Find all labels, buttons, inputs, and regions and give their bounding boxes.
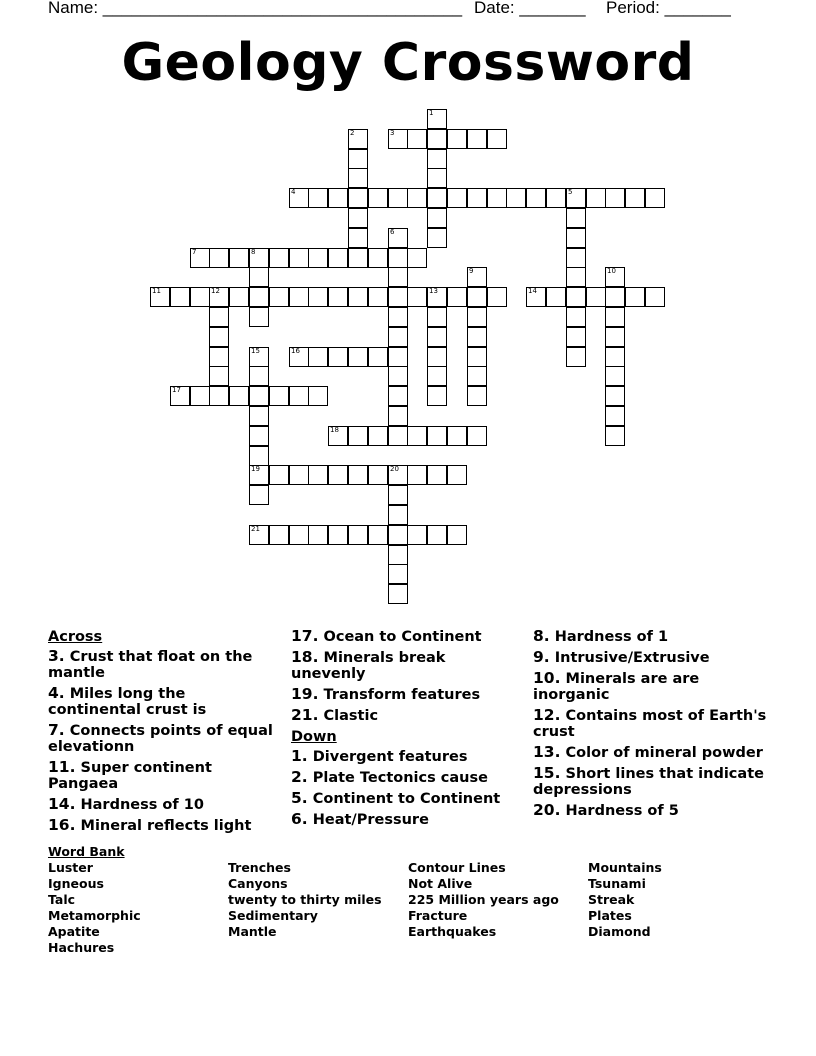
grid-cell[interactable] [388,386,408,406]
grid-cell[interactable] [170,287,190,307]
grid-cell[interactable] [645,287,665,307]
clue-text: Miles long the continental crust is [48,686,207,718]
grid-cell[interactable] [427,228,447,248]
down-clue-list [291,748,523,828]
grid-cell[interactable] [289,287,309,307]
clue-item [533,649,773,666]
word-bank-item: Earthquakes [408,924,497,939]
grid-cell[interactable] [467,307,487,327]
grid-cell[interactable] [328,525,348,545]
date-field-label[interactable]: Date: _______ [474,0,586,17]
word-bank-item: Canyons [228,876,288,891]
across-heading: Across [48,629,103,645]
word-bank-item: 225 Million years ago [408,892,559,907]
grid-cell[interactable] [209,386,229,406]
grid-cell[interactable] [308,248,328,268]
grid-cell[interactable] [427,347,447,367]
grid-cell[interactable] [407,426,427,446]
grid-cell[interactable] [427,287,447,307]
clue-text: Continent to Continent [307,791,501,807]
clue-number-label: 5. [291,789,308,807]
grid-cell[interactable] [249,248,269,268]
clues-column-3 [533,628,773,823]
clue-text: Minerals are are inorganic [533,671,700,703]
grid-cell[interactable] [308,347,328,367]
word-bank-item: Tsunami [588,876,646,891]
word-bank-item: Luster [48,860,93,875]
grid-cell[interactable] [467,188,487,208]
grid-cell[interactable] [388,188,408,208]
grid-cell[interactable] [368,465,388,485]
grid-cell[interactable] [249,287,269,307]
word-bank-item: Trenches [228,860,291,875]
clue-item [533,744,773,761]
grid-cell[interactable] [249,307,269,327]
clue-item [533,707,773,740]
clue-number: 15 [251,347,260,355]
grid-cell[interactable] [447,426,467,446]
grid-cell[interactable] [328,426,348,446]
grid-cell[interactable] [388,248,408,268]
clue-number-label: 13. [533,743,561,761]
grid-cell[interactable] [368,188,388,208]
grid-cell[interactable] [447,129,467,149]
grid-cell[interactable] [388,327,408,347]
clue-number-label: 6. [291,810,308,828]
clue-item [48,722,280,755]
grid-cell[interactable] [249,406,269,426]
grid-cell[interactable] [427,465,447,485]
word-bank-item: Mountains [588,860,662,875]
grid-cell[interactable] [447,188,467,208]
grid-cell[interactable] [586,287,606,307]
clue-item [48,685,280,718]
down-heading: Down [291,729,337,745]
grid-cell[interactable] [566,208,586,228]
word-bank-item: Not Alive [408,876,473,891]
word-bank-title: Word Bank [48,844,125,859]
grid-cell[interactable] [249,386,269,406]
grid-cell[interactable] [249,347,269,367]
grid-cell[interactable] [289,248,309,268]
page-title: Geology Crossword [121,33,695,93]
grid-cell[interactable] [249,446,269,466]
grid-cell[interactable] [190,248,210,268]
grid-cell[interactable] [368,287,388,307]
grid-cell[interactable] [605,406,625,426]
grid-cell[interactable] [209,347,229,367]
grid-cell[interactable] [566,307,586,327]
clue-item [291,707,523,724]
word-bank-item: Sedimentary [228,908,318,923]
grid-cell[interactable] [605,267,625,287]
grid-cell[interactable] [605,188,625,208]
clue-number: 8 [251,248,256,256]
clue-item [291,686,523,703]
clue-item [291,811,523,828]
clue-item [533,628,773,645]
grid-cell[interactable] [348,168,368,188]
clue-number-label: 14. [48,795,76,813]
grid-cell[interactable] [388,287,408,307]
clue-number-label: 10. [533,669,561,687]
clue-text: Minerals break unevenly [291,650,446,682]
word-bank-item: Apatite [48,924,100,939]
grid-cell[interactable] [289,188,309,208]
clue-text: Clastic [318,708,379,724]
grid-cell[interactable] [209,248,229,268]
grid-cell[interactable] [348,129,368,149]
grid-cell[interactable] [625,188,645,208]
grid-cell[interactable] [586,188,606,208]
grid-cell[interactable] [348,149,368,169]
grid-cell[interactable] [348,525,368,545]
clue-number-label: 21. [291,706,319,724]
grid-cell[interactable] [388,426,408,446]
word-bank-item: Hachures [48,940,115,955]
word-bank-column-4 [588,860,662,940]
grid-cell[interactable] [209,307,229,327]
name-field-label[interactable]: Name: ______________________________________ [48,0,463,17]
word-bank-item: twenty to thirty miles [228,892,382,907]
word-bank-item: Plates [588,908,632,923]
grid-cell[interactable] [388,267,408,287]
clue-text: Hardness of 5 [560,803,679,819]
clue-number-label: 16. [48,816,76,834]
grid-cell[interactable] [566,287,586,307]
clue-text: Hardness of 1 [549,629,669,645]
grid-cell[interactable] [249,525,269,545]
clue-text: Super continent Pangaea [48,760,212,792]
grid-cell[interactable] [269,287,289,307]
clue-number: 12 [211,287,220,295]
grid-cell[interactable] [388,465,408,485]
clue-number-label: 12. [533,706,561,724]
clue-number: 14 [528,287,537,295]
grid-cell[interactable] [289,465,309,485]
clue-text: Intrusive/Extrusive [549,650,710,666]
grid-cell[interactable] [328,465,348,485]
word-bank-item: Streak [588,892,635,907]
clue-number-label: 7. [48,721,65,739]
clue-number-label: 4. [48,684,65,702]
clue-number: 11 [152,287,161,295]
clue-number: 9 [469,267,474,275]
grid-cell[interactable] [348,228,368,248]
grid-cell[interactable] [348,347,368,367]
grid-cell[interactable] [388,366,408,386]
grid-cell[interactable] [249,366,269,386]
clue-number: 21 [251,525,260,533]
grid-cell[interactable] [487,188,507,208]
grid-cell[interactable] [407,248,427,268]
grid-cell[interactable] [645,188,665,208]
clue-number: 7 [192,248,197,256]
clue-text: Connects points of equal elevationn [48,723,273,755]
grid-cell[interactable] [170,386,190,406]
clue-number-label: 9. [533,648,550,666]
grid-cell[interactable] [229,386,249,406]
grid-cell[interactable] [388,485,408,505]
grid-cell[interactable] [308,188,328,208]
across-clue-list-continued [291,628,523,724]
grid-cell[interactable] [427,327,447,347]
grid-cell[interactable] [308,287,328,307]
grid-cell[interactable] [388,406,408,426]
grid-cell[interactable] [625,287,645,307]
grid-cell[interactable] [546,287,566,307]
clue-number-label: 1. [291,747,308,765]
grid-cell[interactable] [447,525,467,545]
grid-cell[interactable] [388,545,408,565]
grid-cell[interactable] [605,386,625,406]
clue-item [533,670,773,703]
clue-number-label: 19. [291,685,319,703]
clue-text: Hardness of 10 [75,797,204,813]
grid-cell[interactable] [209,287,229,307]
grid-cell[interactable] [447,287,467,307]
grid-cell[interactable] [388,347,408,367]
grid-cell[interactable] [269,386,289,406]
grid-cell[interactable] [427,426,447,446]
down-clue-list-continued [533,628,773,819]
clues-column-1 [48,628,280,838]
clue-number: 16 [291,347,300,355]
clue-number: 13 [429,287,438,295]
grid-cell[interactable] [388,307,408,327]
grid-cell[interactable] [368,525,388,545]
grid-cell[interactable] [368,248,388,268]
clue-number-label: 17. [291,627,319,645]
grid-cell[interactable] [427,307,447,327]
clue-text: Divergent features [307,749,468,765]
clue-text: Ocean to Continent [318,629,482,645]
grid-cell[interactable] [368,347,388,367]
across-clue-list [48,648,280,834]
clue-text: Contains most of Earth's crust [533,708,767,740]
grid-cell[interactable] [506,188,526,208]
clue-item [291,790,523,807]
clue-number-label: 20. [533,801,561,819]
clue-number: 6 [390,228,395,236]
grid-cell[interactable] [190,386,210,406]
grid-cell[interactable] [427,129,447,149]
grid-cell[interactable] [308,525,328,545]
clue-number: 5 [568,188,573,196]
grid-cell[interactable] [566,347,586,367]
period-field-label[interactable]: Period: _______ [606,0,731,17]
grid-cell[interactable] [249,465,269,485]
grid-cell[interactable] [269,525,289,545]
grid-cell[interactable] [348,208,368,228]
grid-cell[interactable] [308,386,328,406]
grid-cell[interactable] [407,525,427,545]
grid-cell[interactable] [229,287,249,307]
grid-cell[interactable] [190,287,210,307]
grid-cell[interactable] [605,287,625,307]
clue-text: Short lines that indicate depressions [533,766,764,798]
clue-item [291,748,523,765]
grid-cell[interactable] [407,287,427,307]
clue-text: Plate Tectonics cause [307,770,488,786]
clue-number-label: 8. [533,627,550,645]
grid-cell[interactable] [566,267,586,287]
grid-cell[interactable] [427,366,447,386]
grid-cell[interactable] [605,307,625,327]
clue-number-label: 2. [291,768,308,786]
word-bank-item: Diamond [588,924,651,939]
grid-cell[interactable] [427,109,447,129]
clue-number: 20 [390,465,399,473]
grid-cell[interactable] [209,366,229,386]
grid-cell[interactable] [249,426,269,446]
grid-cell[interactable] [427,386,447,406]
grid-cell[interactable] [605,327,625,347]
clue-item [291,769,523,786]
grid-cell[interactable] [447,465,467,485]
grid-cell[interactable] [467,267,487,287]
word-bank-column-1 [48,860,141,956]
grid-cell[interactable] [348,465,368,485]
grid-cell[interactable] [566,327,586,347]
clue-number-label: 15. [533,764,561,782]
grid-cell[interactable] [427,188,447,208]
clue-item [291,649,523,682]
grid-cell[interactable] [388,564,408,584]
clues-column-2 [291,628,523,832]
grid-cell[interactable] [526,188,546,208]
clue-text: Transform features [318,687,481,703]
grid-cell[interactable] [526,287,546,307]
grid-cell[interactable] [150,287,170,307]
clue-text: Color of mineral powder [560,745,763,761]
clue-item [48,817,280,834]
clue-item [48,648,280,681]
grid-cell[interactable] [328,287,348,307]
grid-cell[interactable] [368,426,388,446]
clue-number-label: 11. [48,758,76,776]
clue-text: Crust that float on the mantle [48,649,253,681]
word-bank-item: Metamorphic [48,908,141,923]
grid-cell[interactable] [269,465,289,485]
grid-cell[interactable] [289,347,309,367]
grid-cell[interactable] [407,465,427,485]
clue-item [533,765,773,798]
grid-cell[interactable] [566,248,586,268]
clue-number-label: 18. [291,648,319,666]
grid-cell[interactable] [427,208,447,228]
grid-cell[interactable] [427,168,447,188]
grid-cell[interactable] [388,525,408,545]
grid-cell[interactable] [407,188,427,208]
clue-number: 2 [350,129,355,137]
grid-cell[interactable] [348,426,368,446]
word-bank-item: Contour Lines [408,860,506,875]
grid-cell[interactable] [546,188,566,208]
clue-number: 1 [429,109,434,117]
grid-cell[interactable] [289,525,309,545]
grid-cell[interactable] [605,366,625,386]
grid-cell[interactable] [388,228,408,248]
word-bank-item: Igneous [48,876,104,891]
grid-cell[interactable] [467,347,487,367]
grid-cell[interactable] [427,149,447,169]
grid-cell[interactable] [328,188,348,208]
clue-item [48,796,280,813]
clue-number: 17 [172,386,181,394]
grid-cell[interactable] [427,525,447,545]
grid-cell[interactable] [348,188,368,208]
grid-cell[interactable] [487,287,507,307]
word-bank-item: Fracture [408,908,468,923]
grid-cell[interactable] [467,426,487,446]
grid-cell[interactable] [308,465,328,485]
clue-number: 3 [390,129,395,137]
grid-cell[interactable] [605,426,625,446]
word-bank-item: Mantle [228,924,277,939]
grid-cell[interactable] [467,129,487,149]
grid-cell[interactable] [388,584,408,604]
clue-number: 4 [291,188,296,196]
grid-cell[interactable] [269,248,289,268]
clue-text: Heat/Pressure [307,812,429,828]
clue-text: Mineral reflects light [75,818,252,834]
clue-number-label: 3. [48,647,65,665]
grid-cell[interactable] [229,248,249,268]
grid-cell[interactable] [467,386,487,406]
grid-cell[interactable] [566,188,586,208]
clue-number: 19 [251,465,260,473]
grid-cell[interactable] [487,129,507,149]
clue-item [291,628,523,645]
grid-cell[interactable] [467,366,487,386]
grid-cell[interactable] [348,248,368,268]
grid-cell[interactable] [328,347,348,367]
grid-cell[interactable] [388,505,408,525]
grid-cell[interactable] [328,248,348,268]
grid-cell[interactable] [348,287,368,307]
clue-number: 18 [330,426,339,434]
grid-cell[interactable] [388,129,408,149]
grid-cell[interactable] [467,327,487,347]
grid-cell[interactable] [209,327,229,347]
word-bank-column-2 [228,860,382,940]
clue-number: 10 [607,267,616,275]
word-bank-column-3 [408,860,559,940]
grid-cell[interactable] [566,228,586,248]
grid-cell[interactable] [289,386,309,406]
grid-cell[interactable] [249,267,269,287]
word-bank-item: Talc [48,892,76,907]
grid-cell[interactable] [249,485,269,505]
grid-cell[interactable] [605,347,625,367]
grid-cell[interactable] [467,287,487,307]
clue-item [533,802,773,819]
clue-item [48,759,280,792]
grid-cell[interactable] [407,129,427,149]
